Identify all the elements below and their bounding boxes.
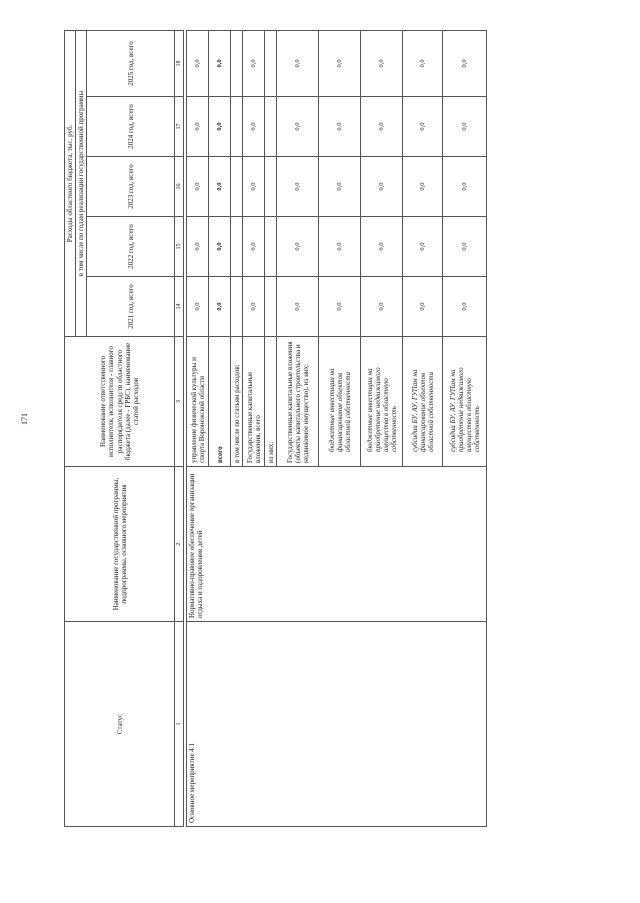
- header-expenses: Расходы областного бюджета, тыс. руб.: [65, 30, 76, 336]
- header-year-2023: 2023 год, всего: [87, 157, 175, 217]
- row-value: 0,0: [443, 277, 487, 337]
- row-label: Государственные капитальные вложения (объекты капитального строительства и недвижимое имущество), из них:: [277, 337, 319, 467]
- row-value: 0,0: [277, 277, 319, 337]
- col-number: 18: [175, 30, 184, 96]
- row-value: 0,0: [187, 30, 209, 96]
- row-value: 0,0: [403, 97, 443, 157]
- row-value: 0,0: [443, 30, 487, 96]
- row-value: [265, 30, 277, 96]
- row-label: в том числе по статьям расходов:: [231, 337, 243, 467]
- row-value: 0,0: [243, 277, 265, 337]
- row-value: 0,0: [187, 217, 209, 277]
- row-value: 0,0: [187, 157, 209, 217]
- row-value: [231, 157, 243, 217]
- row-value: 0,0: [403, 277, 443, 337]
- row-value: 0,0: [277, 217, 319, 277]
- header-year-2024: 2024 год, всего: [87, 97, 175, 157]
- row-value: 0,0: [361, 30, 403, 96]
- page-number: 171: [20, 413, 29, 425]
- col-number: 14: [175, 277, 184, 337]
- row-label: из них:: [265, 337, 277, 467]
- row-value: 0,0: [403, 157, 443, 217]
- rotated-table-frame: [64, 31, 583, 827]
- row-value: 0,0: [209, 157, 231, 217]
- row-value: 0,0: [209, 97, 231, 157]
- col-number: 2: [175, 467, 184, 622]
- row-value: 0,0: [361, 217, 403, 277]
- row-value: [231, 97, 243, 157]
- col-number: 3: [175, 337, 184, 467]
- col-number: 15: [175, 217, 184, 277]
- row-label: субсидии БУ, АУ, ГУПам на приобретение недвижимого имущества в областную собственность: [443, 337, 487, 467]
- row-value: 0,0: [243, 97, 265, 157]
- row-value: 0,0: [319, 277, 361, 337]
- row-value: [265, 97, 277, 157]
- row-value: 0,0: [209, 30, 231, 96]
- row-value: 0,0: [361, 97, 403, 157]
- row-value: 0,0: [243, 217, 265, 277]
- row-label: всего: [209, 337, 231, 467]
- header-status: Статус: [65, 622, 175, 827]
- row-label: субсидии БУ, АУ, ГУПам на финансирование объектов областной собственности: [403, 337, 443, 467]
- header-program-name: Наименование государственной программы, подпрограммы, основного мероприятия: [65, 467, 175, 622]
- row-value: [265, 277, 277, 337]
- row-value: 0,0: [319, 97, 361, 157]
- row-label: бюджетные инвестиции на финансирование объектов областной собственности: [319, 337, 361, 467]
- row-value: 0,0: [209, 277, 231, 337]
- row-value: 0,0: [361, 277, 403, 337]
- row-value: 0,0: [403, 217, 443, 277]
- row-value: 0,0: [319, 157, 361, 217]
- header-year-2025: 2025 год, всего: [87, 30, 175, 96]
- row-value: 0,0: [277, 157, 319, 217]
- row-value: 0,0: [243, 30, 265, 96]
- row-value: 0,0: [319, 30, 361, 96]
- header-executor: Наименование ответственного исполнителя, исполнителя - главного распорядителя средств областного бюджета (далее - ГРБС), наименование статей расходов: [65, 337, 175, 467]
- measure-name: Нормативно-правовое обеспечение организации отдыха и оздоровления детей: [187, 467, 487, 622]
- row-value: 0,0: [187, 97, 209, 157]
- row-label: Государственные капитальные вложения, всего: [243, 337, 265, 467]
- header-year-2022: 2022 год, всего: [87, 217, 175, 277]
- budget-table: [64, 30, 487, 827]
- row-label: бюджетные инвестиции на приобретение недвижимого имущества в областную собственность: [361, 337, 403, 467]
- row-value: 0,0: [443, 97, 487, 157]
- row-value: [231, 30, 243, 96]
- header-by-years: в том числе по годам реализации государственной программы: [76, 30, 87, 336]
- row-value: 0,0: [403, 30, 443, 96]
- row-value: 0,0: [443, 157, 487, 217]
- measure-status: Основное мероприятие 4.1: [187, 622, 487, 827]
- row-label: управление физической культуры и спорта Воронежской области: [187, 337, 209, 467]
- row-value: 0,0: [277, 30, 319, 96]
- header-year-2021: 2021 год, всего: [87, 277, 175, 337]
- row-value: 0,0: [277, 97, 319, 157]
- row-value: [231, 277, 243, 337]
- row-value: 0,0: [361, 157, 403, 217]
- col-number: 16: [175, 157, 184, 217]
- row-value: 0,0: [243, 157, 265, 217]
- row-value: [265, 217, 277, 277]
- row-value: [265, 157, 277, 217]
- row-value: 0,0: [187, 277, 209, 337]
- col-number: 17: [175, 97, 184, 157]
- row-value: 0,0: [319, 217, 361, 277]
- col-number: 1: [175, 622, 184, 827]
- row-value: 0,0: [443, 217, 487, 277]
- row-value: 0,0: [209, 217, 231, 277]
- row-value: [231, 217, 243, 277]
